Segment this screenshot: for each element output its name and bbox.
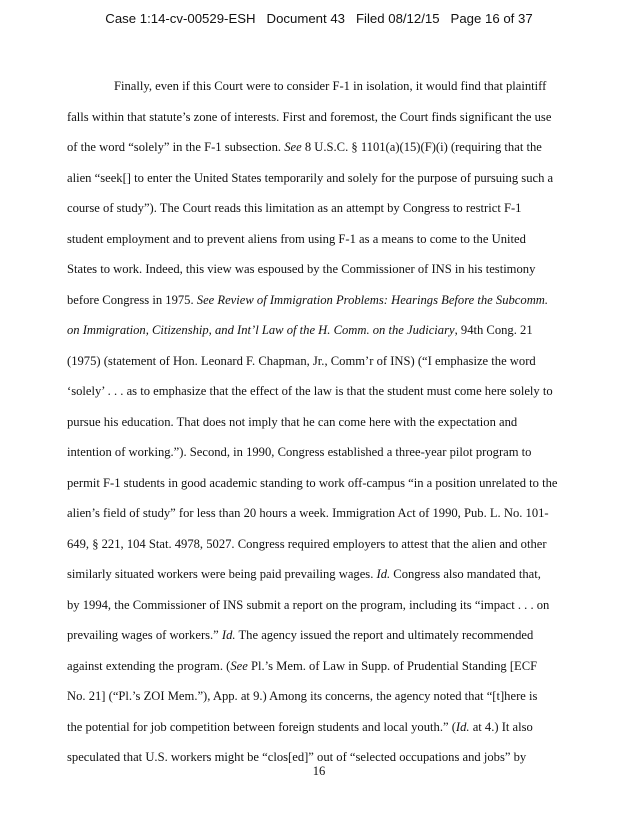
text-segment: Pl.’s Mem. of Law in Supp. of Prudential Standing [ECF <box>247 659 538 673</box>
text-line <box>67 536 547 552</box>
text-segment: , 94th Cong. 21 <box>454 323 533 337</box>
text-line <box>67 627 533 643</box>
text-segment: prevailing wages of workers.” <box>67 628 222 642</box>
italic-segment: Id. <box>221 628 236 642</box>
text-segment: similarly situated workers were being paid prevailing wages. <box>67 567 377 581</box>
text-segment: by 1994, the Commissioner of INS submit a report on the program, including its “impact . . . on <box>67 598 550 612</box>
text-segment: before Congress in 1975. <box>67 293 197 307</box>
text-segment: Congress also mandated that, <box>390 567 541 581</box>
text-line <box>67 139 542 155</box>
italic-segment: Id. <box>376 567 391 581</box>
text-segment: States to work. Indeed, this view was espoused by the Commissioner of INS in his testimony <box>67 262 536 276</box>
text-line <box>67 597 549 613</box>
text-line <box>67 566 541 582</box>
text-line <box>114 78 546 94</box>
text-segment: (1975) (statement of Hon. Leonard F. Chapman, Jr., Comm’r of INS) (“I emphasize the word <box>67 354 536 368</box>
text-line <box>67 505 549 521</box>
text-line <box>67 719 533 735</box>
text-line <box>67 231 526 247</box>
text-segment: falls within that statute’s zone of interests. First and foremost, the Court finds significant the use <box>67 110 552 124</box>
italic-segment: Id. <box>455 720 470 734</box>
text-line <box>67 170 553 186</box>
text-segment: at 4.) It also <box>469 720 533 734</box>
text-segment: Finally, even if this Court were to consider F-1 in isolation, it would find that plaintiff <box>114 79 547 93</box>
text-line <box>67 658 537 674</box>
italic-segment: on Immigration, Citizenship, and Int’l Law of the H. Comm. on the Judiciary <box>67 323 455 337</box>
text-segment: against extending the program. ( <box>67 659 231 673</box>
text-segment: alien’s field of study” for less than 20 hours a week. Immigration Act of 1990, Pub. L. No. 101- <box>67 506 549 520</box>
text-segment: ‘solely’ . . . as to emphasize that the effect of the law is that the student must come here solely to <box>67 384 553 398</box>
text-segment: of the word “solely” in the F-1 subsection. <box>67 140 285 154</box>
italic-segment: See <box>284 140 302 154</box>
text-line <box>67 475 557 491</box>
text-segment: 649, § 221, 104 Stat. 4978, 5027. Congress required employers to attest that the alien and other <box>67 537 547 551</box>
text-segment: student employment and to prevent aliens from using F-1 as a means to come to the United <box>67 232 526 246</box>
text-line <box>67 322 533 338</box>
text-line <box>67 292 548 308</box>
text-line <box>67 383 553 399</box>
text-segment: speculated that U.S. workers might be “clos[ed]” out of “selected occupations and jobs” by <box>67 750 527 764</box>
text-line <box>67 688 537 704</box>
italic-segment: See Review of Immigration Problems: Hearings Before the Subcomm. <box>196 293 549 307</box>
text-segment: No. 21] (“Pl.’s ZOI Mem.”), App. at 9.) Among its concerns, the agency noted that “[t]here is <box>67 689 538 703</box>
text-line <box>67 261 535 277</box>
text-segment: The agency issued the report and ultimately recommended <box>235 628 534 642</box>
page-number: 16 <box>312 764 326 778</box>
page-header: Case 1:14-cv-00529-ESH Document 43 Filed 08/12/15 Page 16 of 37 <box>105 11 533 26</box>
text-line <box>67 109 551 125</box>
text-segment: permit F-1 students in good academic standing to work off-campus “in a position unrelated to the <box>67 476 558 490</box>
text-line <box>67 353 536 369</box>
text-segment: pursue his education. That does not imply that he can come here with the expectation and <box>67 415 518 429</box>
text-segment: intention of working.”). Second, in 1990, Congress established a three-year pilot program to <box>67 445 532 459</box>
text-segment: course of study”). The Court reads this limitation as an attempt by Congress to restrict F-1 <box>67 201 522 215</box>
text-line <box>67 414 517 430</box>
text-segment: alien “seek[] to enter the United States temporarily and solely for the purpose of pursuing such a <box>67 171 554 185</box>
text-line <box>67 444 531 460</box>
text-line <box>67 200 521 216</box>
italic-segment: See <box>230 659 248 673</box>
text-segment: the potential for job competition between foreign students and local youth.” ( <box>67 720 456 734</box>
text-segment: 8 U.S.C. § 1101(a)(15)(F)(i) (requiring that the <box>301 140 542 154</box>
